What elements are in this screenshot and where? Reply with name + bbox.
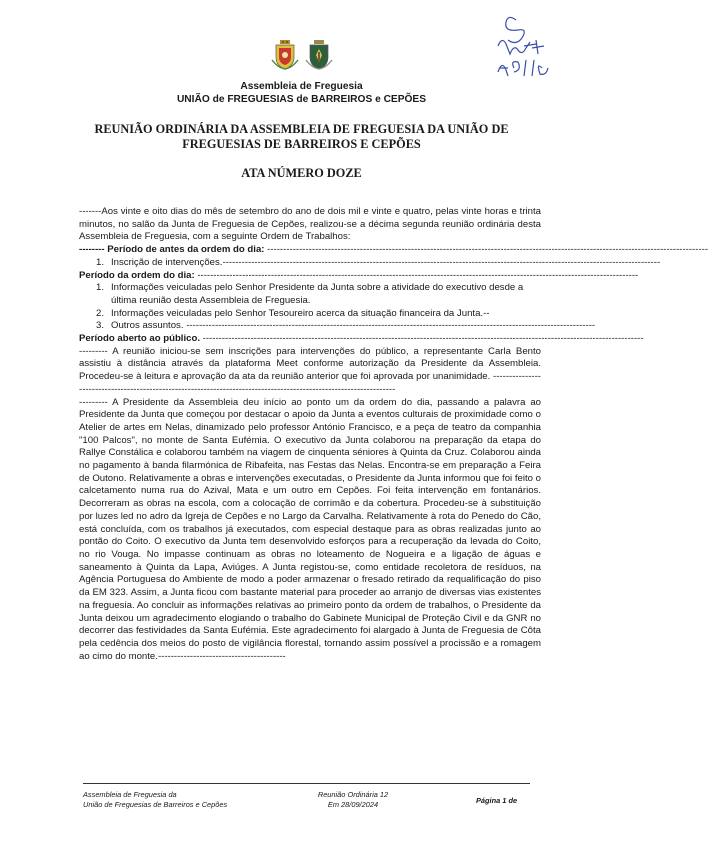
dash-filler: ----------------------------------------------------------------------------------------------------------------------------------------- [222,256,661,268]
before-agenda-list [79,256,661,270]
dash-filler: ------------------------------------------------------------------------------------------------------------------ [79,371,541,395]
before-agenda-heading-row [79,244,708,257]
page-number: Página 1 de [476,796,518,805]
main-paragraph: --------- A Presidente da Assembleia deu início ao ponto um da ordem do dia, passando a palavra ao Presidente da Junta que começou por destacar o apoio da Junta a eventos culturais de proximidade como o Atelier de artes em Nelas, dinamizado pelo professor António Francisco, e a peça de teatro da companhia "100 Palcos", no monte de Santa Eufémia. O executivo da Junta colaborou na preparação da etapa do Rallye Constálica e colaborou também na viagem de cinquenta séniores à Quinta da Cruz. Colaborou ainda no pagamento à banda filarmónica de Ribafeita, nas Festas das Nelas. Encontra-se em preparação a Feira de Outono. Relativamente a obras e intervenções executadas, o Presidente da Junta informou que foi feito o calcetamento numa rua do Azival, Mata e um outro em Cepões. Foi feita intervenção em fontanários. Decorreram as obras na escola, com a colocação de corrimão e da cobertura. Procedeu-se à substituição por luzes led no adro da Igreja de Cepões e no Largo da Carvalha. Relativamente à rota do Penedo do Cão, está concluída, com os trabalhos já executados, com especial destaque para as obras realizadas junto ao pontão do Coito. O executivo da Junta tem desenvolvido esforços para a recuperação da levada do Coito, no rio Vouga. No impasse continuam as obras no loteamento de Nogueira e a ligação de águas e saneamento à Quinta da Lapa, Aviúges. A Junta registou-se, como entidade recoletora de resíduos, na Agência Portuguesa do Ambiente de modo a poder armazenar o fresado retirado da requalificação do piso da EM 323. Assim, a Junta ficou com bastante material para proceder ao arranjo de diversas vias existentes na freguesia. Ao concluir as informações relativas ao primeiro ponto da ordem de trabalhos, o Presidente da Junta deixou um agradecimento elogiando o trabalho do Gabinete Municipal de Proteção Civil e da GNR no decorrer das festividades da Santa Eufémia. Este agradecimento foi alargado à Junta de Freguesia de Côta pela cedência dos meios do posto de vigilância florestal, tornando assim possível a procissão e a romagem ao cimo do monte.---------------------------------------- [79,396,541,662]
footer-meeting: Reunião Ordinária 12 [317,790,389,799]
crest-icon [306,40,332,70]
document-title: REUNIÃO ORDINÁRIA DA ASSEMBLEIA DE FREGUESIA DA UNIÃO DE FREGUESIAS DE BARREIROS E CEPÕES [94,122,509,151]
crest-icon [272,40,298,70]
list-item: 1. Informações veiculadas pelo Senhor Presidente da Junta sobre a atividade do executivo desde a última reunião desta Assembleia de Freguesia. [96,282,524,306]
public-period-heading: Período aberto ao público. [79,333,200,345]
footer-date: Em 28/09/2024 [327,800,379,809]
minutes-number: ATA NÚMERO DOZE [241,166,362,180]
footer-union: União de Freguesias de Barreiros e Cepões [83,800,228,809]
dash-filler: ------------------------------------------------------------------------------------------------------------------------------------------ [264,244,708,256]
public-period-heading-row [79,333,644,346]
list-item: 3. Outros assuntos. -------------------------------------------------------------------------------------------------------------------------------- [96,320,596,332]
before-agenda-heading: -------- Período de antes da ordem do dia: [79,244,265,256]
list-item: 2. Informações veiculadas pelo Senhor Tesoureiro acerca da situação financeira da Junta.-- [96,307,490,319]
agenda-list [79,282,596,333]
org-union-name: UNIÃO de FREGUESIAS de BARREIROS e CEPÕES [176,94,427,105]
org-name: Assembleia de Freguesia [240,81,363,92]
public-period-paragraph: --------- A reunião iniciou-se sem inscrições para intervenções do público, a representante Carla Bento assistiu à distância através da plataforma Meet conforme autorização da Presidente da Assembleia. Procedeu-se à leitura e aprovação da ata da reunião anterior que foi aprovada por unanimidade. ------------------------------------------------------------------------------------------------------------------ [79,345,541,395]
dash-filler: -------------------------------------------------------------------------------------------------------------------------------- [183,320,596,332]
list-item: 1. Inscrição de intervenções. ----------------------------------------------------------------------------------------------------------------------------------------- [96,256,661,268]
document-body [79,206,708,663]
handwritten-signature [478,10,578,90]
intro-paragraph: -------Aos vinte e oito dias do mês de setembro do ano de dois mil e vinte e quatro, pelas vinte horas e trinta minutos, no salão da Junta de Freguesia de Cepões, realizou-se a décima segunda reunião ordinária desta Assembleia de Freguesia, com a seguinte Ordem de Trabalhos: [79,206,541,243]
dash-filler: ------------------------------------------------------------------------------------------------------------------------------------------ [200,333,644,345]
agenda-heading-row [79,269,639,283]
dash-filler: ------------------------------------------------------------------------------------------------------------------------------------------ [194,269,639,281]
footer-org: Assembleia de Freguesia da [83,790,177,799]
agenda-heading: Período da ordem do dia: [79,269,195,281]
footer-divider [83,783,530,784]
organization-header [0,80,603,106]
dash-filler: ---------------------------------------- [157,650,286,662]
